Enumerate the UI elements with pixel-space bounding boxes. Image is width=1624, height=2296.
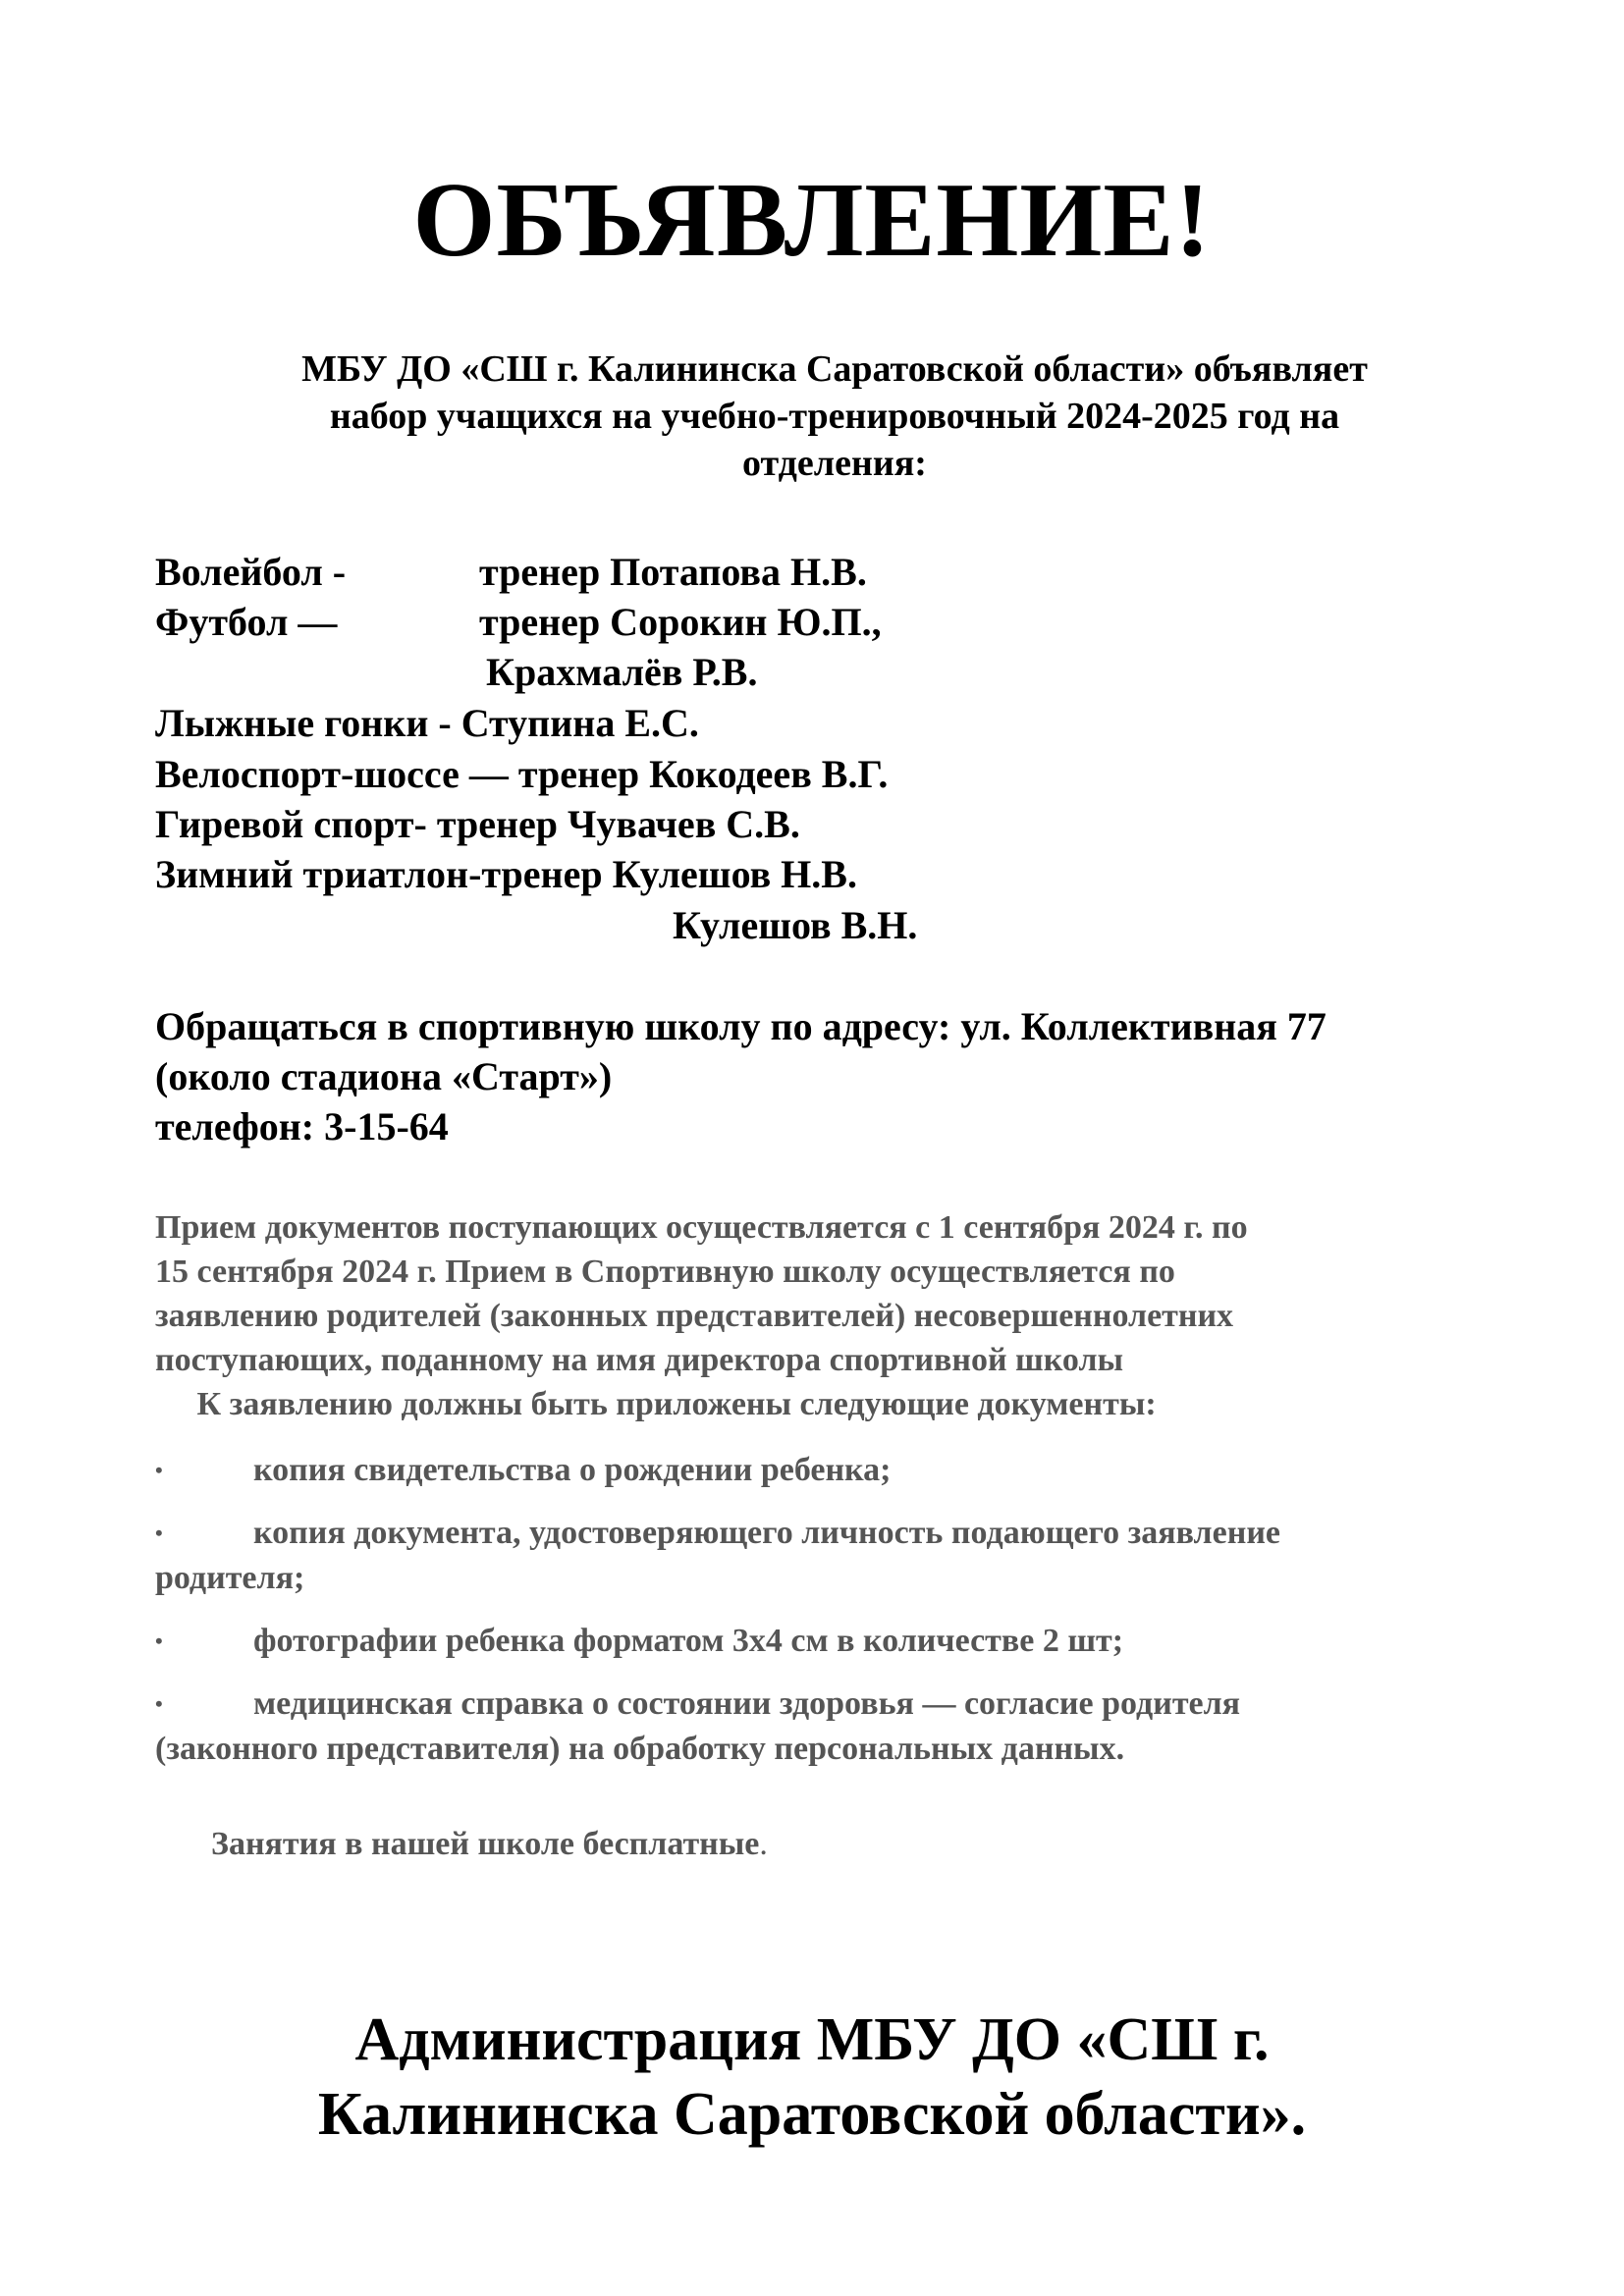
document-text: копия документа, удостоверяющего личность подающего заявление — [253, 1515, 1280, 1551]
department-row — [155, 699, 699, 748]
free-classes-period: . — [759, 1826, 768, 1862]
bullet-icon: • — [155, 1629, 163, 1653]
department-name: Зимний триатлон-тренер Кулешов Н.В. — [155, 852, 857, 896]
admission-line: заявлению родителей (законных представителей) несовершеннолетних — [155, 1298, 1234, 1334]
admission-line: 15 сентября 2024 г. Прием в Спортивную школу осуществляется по — [155, 1254, 1175, 1290]
page-title: ОБЪЯВЛЕНИЕ! — [412, 162, 1212, 279]
document-text: фотографии ребенка форматом 3х4 см в количестве 2 шт; — [253, 1623, 1124, 1659]
department-name: Гиревой спорт- тренер Чувачев С.В. — [155, 802, 800, 846]
admission-line: Прием документов поступающих осуществляется с 1 сентября 2024 г. по — [155, 1209, 1248, 1246]
admission-line: поступающих, поданному на имя директора спортивной школы — [155, 1342, 1124, 1378]
department-coach: Крахмалёв Р.В. — [486, 650, 758, 694]
administration-line: Калининска Саратовской области». — [317, 2081, 1307, 2148]
administration-signature — [0, 2002, 1624, 2152]
document-text: медицинская справка о состоянии здоровья — согласие родителя — [253, 1685, 1241, 1722]
intro-line: отделения: — [742, 443, 927, 484]
bullet-icon: • — [155, 1458, 163, 1482]
department-name: Волейбол - — [155, 550, 347, 594]
bullet-icon: • — [155, 1521, 163, 1545]
department-row — [155, 800, 800, 849]
department-name: Велоспорт-шоссе — тренер Кокодеев В.Г. — [155, 752, 889, 796]
bullet-icon: • — [155, 1691, 163, 1716]
department-row — [155, 750, 888, 799]
free-classes-note — [211, 1826, 768, 1863]
department-coach: тренер Потапова Н.В. — [479, 550, 867, 594]
document-text: копия свидетельства о рождении ребенка; — [253, 1452, 892, 1488]
department-row — [155, 850, 857, 899]
document-text-continued: родителя; — [155, 1560, 305, 1596]
address-line: Обращаться в спортивную школу по адресу: ул. Коллективная 77 — [155, 1004, 1326, 1048]
admission-line: К заявлению должны быть приложены следующие документы: — [155, 1386, 1157, 1422]
department-row — [155, 598, 882, 647]
department-coach: Кулешов В.Н. — [673, 903, 918, 947]
document-text-continued: (законного представителя) на обработку персональных данных. — [155, 1731, 1125, 1767]
department-name: Футбол — — [155, 600, 338, 644]
department-coach: тренер Сорокин Ю.П., — [479, 600, 882, 644]
landmark-line: (около стадиона «Старт») — [155, 1054, 613, 1098]
intro-text — [157, 346, 1512, 487]
department-row — [155, 548, 867, 597]
department-name: Лыжные гонки - Ступина Е.С. — [155, 701, 699, 745]
contact-block — [155, 1001, 1326, 1151]
admission-paragraph — [155, 1205, 1248, 1426]
phone-line: телефон: 3-15-64 — [155, 1104, 449, 1148]
free-classes-text: Занятия в нашей школе бесплатные — [211, 1826, 760, 1862]
intro-line: набор учащихся на учебно-тренировочный 2024-2025 год на — [329, 396, 1340, 437]
administration-line: Администрация МБУ ДО «СШ г. — [354, 2006, 1270, 2073]
intro-line: МБУ ДО «СШ г. Калининска Саратовской области» объявляет — [301, 348, 1368, 390]
